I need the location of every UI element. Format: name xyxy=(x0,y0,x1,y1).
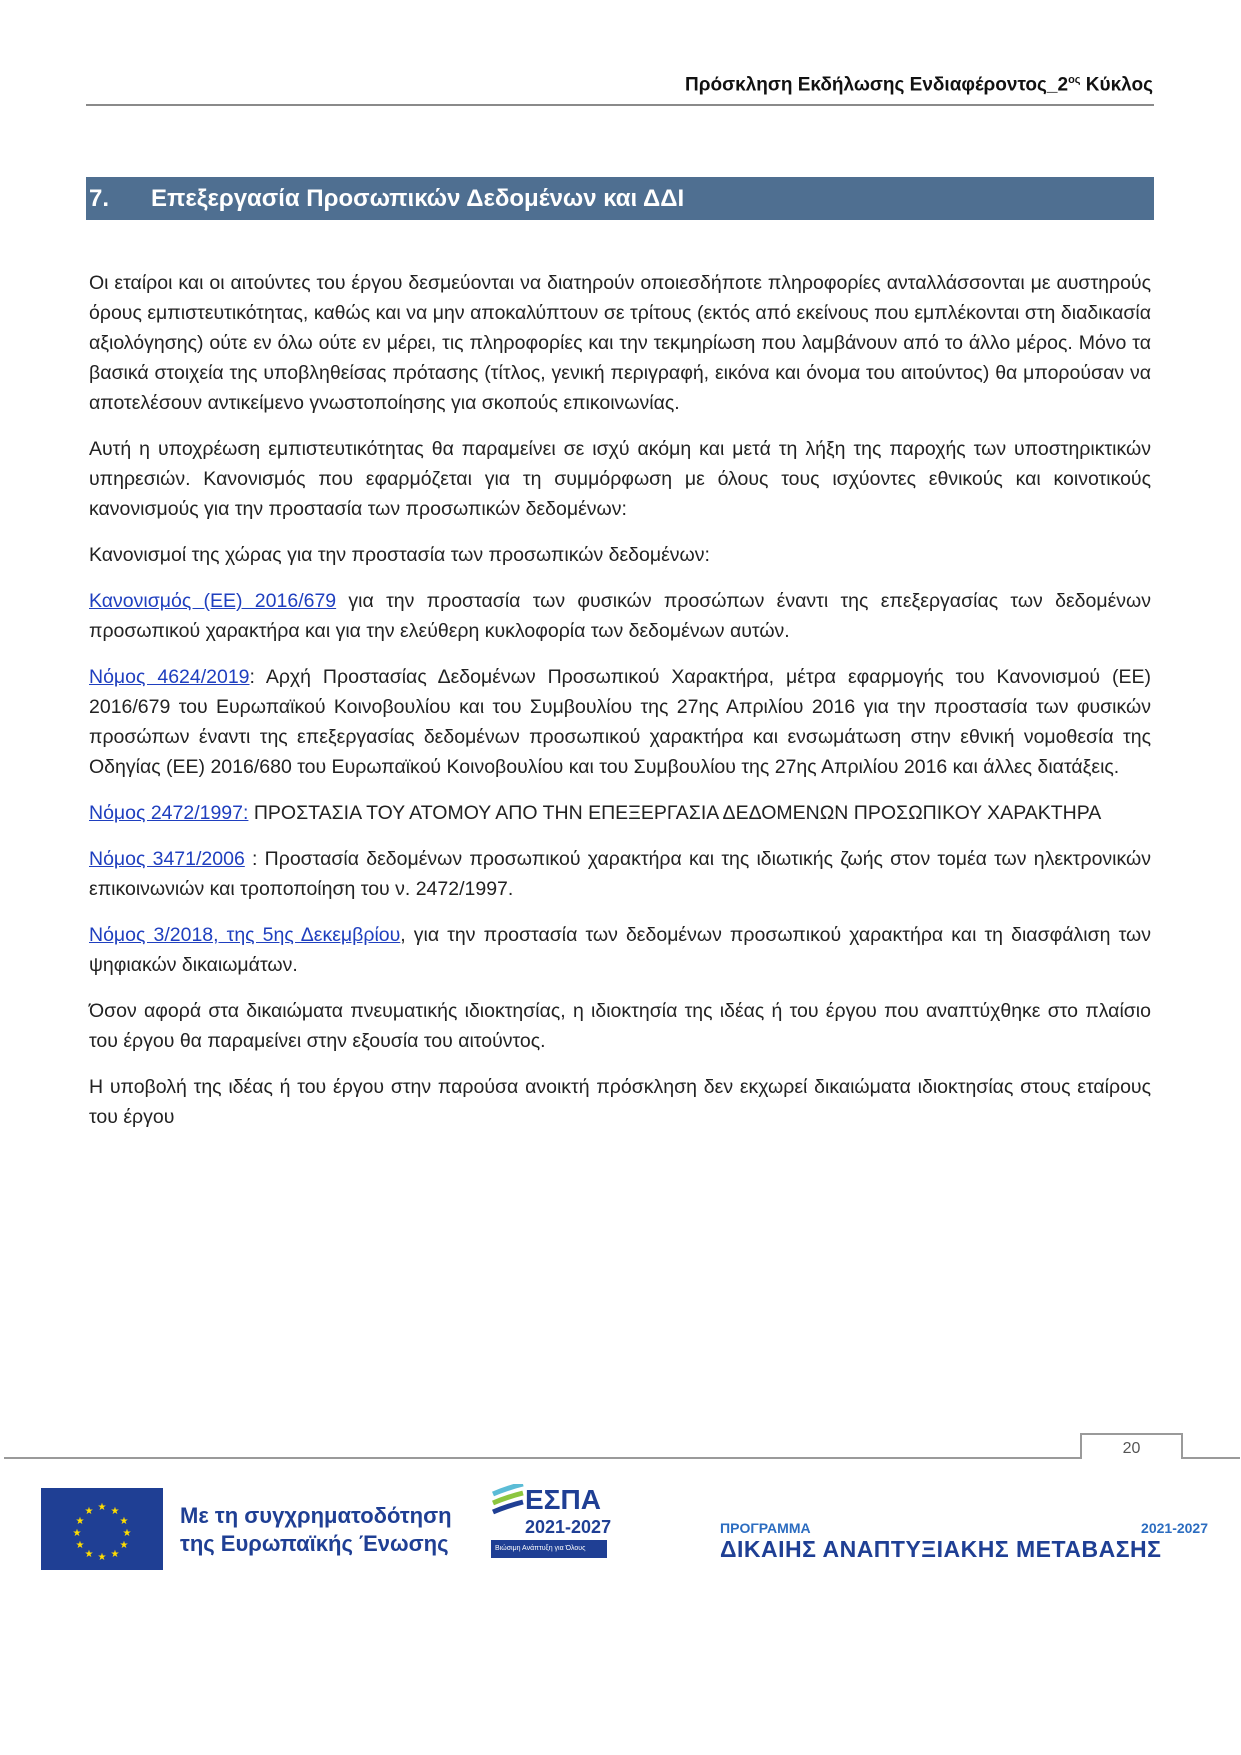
section-title: Επεξεργασία Προσωπικών Δεδομένων και ΔΔΙ xyxy=(151,184,685,212)
link-law-3-2018[interactable]: Νόμος 3/2018, της 5ης Δεκεμβρίου xyxy=(89,924,401,946)
footer-divider xyxy=(4,1457,1240,1459)
paragraph-law-2472 xyxy=(89,798,1151,828)
svg-text:★: ★ xyxy=(84,1506,94,1517)
paragraph-gdpr xyxy=(89,586,1151,646)
program-name: ΔΙΚΑΙΗΣ ΑΝΑΠΤΥΞΙΑΚΗΣ ΜΕΤΑΒΑΣΗΣ xyxy=(720,1536,1162,1562)
eu-text-line-1: Με τη συγχρηματοδότηση xyxy=(180,1503,452,1528)
gdpr-text: για την προστασία των φυσικών προσώπων έναντι της επεξεργασίας των δεδομένων προσωπικού χαρακτήρα και για την ελεύθερη κυκλοφορία των δεδομένων αυτών. xyxy=(89,590,1151,642)
espa-title: ΕΣΠΑ xyxy=(525,1484,601,1515)
eu-cofunding-text xyxy=(180,1502,452,1558)
running-header xyxy=(685,74,1153,96)
page-number: 20 xyxy=(1080,1433,1183,1459)
paragraph-obligation: Αυτή η υποχρέωση εμπιστευτικότητας θα παραμείνει σε ισχύ ακόμη και μετά τη λήξη της παροχής των υποστηρικτικών υπηρεσιών. Κανονισμός που εφαρμόζεται για τη συμμόρφωση με όλους τους ισχύοντες εθνικούς και κοινοτικούς κανονισμούς για την προστασία των προσωπικών δεδομένων: xyxy=(89,438,1151,520)
svg-text:★: ★ xyxy=(110,1549,120,1560)
svg-text:★: ★ xyxy=(110,1506,120,1517)
link-law-3471[interactable]: Νόμος 3471/2006 xyxy=(89,848,245,870)
header-superscript: ος xyxy=(1068,74,1081,86)
svg-text:★: ★ xyxy=(75,1516,85,1527)
eu-text-line-2: της Ευρωπαϊκής Ένωσης xyxy=(180,1531,449,1556)
program-logo xyxy=(720,1520,1208,1563)
eu-flag-logo xyxy=(41,1488,163,1570)
paragraph-law-3-2018 xyxy=(89,920,1151,980)
paragraph-confidentiality: Οι εταίροι και οι αιτούντες του έργου δεσμεύονται να διατηρούν οποιεσδήποτε πληροφορίες ανταλλάσσονται με αυστηρούς όρους εμπιστευτικότητας, καθώς και να μην αποκαλύπτουν σε τρίτους (εκτός από εκείνους που εμπλέκονται στη διαδικασία αξιολόγησης) ούτε εν όλω ούτε εν μέρει, τις πληροφορίες και την τεκμηρίωση που λαμβάνουν από το άλλο μέρος. Μόνο τα βασικά στοιχεία της υποβληθείσας πρότασης (τίτλος, γενική περιγραφή, εικόνα και όνομα του αιτούντος) θα μπορούσαν να αποτελέσουν αντικείμενο γνωστοποίησης για σκοπούς επικοινωνίας. xyxy=(89,272,1151,414)
svg-text:★: ★ xyxy=(119,1540,129,1551)
paragraph-ip-rights: Όσον αφορά στα δικαιώματα πνευματικής ιδιοκτησίας, η ιδιοκτησία της ιδέας ή του έργου που αναπτύχθηκε στο πλαίσιο του έργου θα παραμείνει στην εξουσία του αιτούντος. xyxy=(89,1000,1151,1052)
link-law-2472[interactable]: Νόμος 2472/1997: xyxy=(89,802,249,824)
law-4624-text: : Αρχή Προστασίας Δεδομένων Προσωπικού Χαρακτήρα, μέτρα εφαρμογής του Κανονισμού (ΕΕ) 2016/679 του Ευρωπαϊκού Κοινοβουλίου και του Συμβουλίου της 27ης Απριλίου 2016 για την προστασία των φυσικών προσώπων έναντι της επεξεργασίας δεδομένων προσωπικού χαρακτήρα και ενσωμάτωση στην εθνική νομοθεσία της Οδηγίας (ΕΕ) 2016/680 του Ευρωπαϊκού Κοινοβουλίου και του Συμβουλίου της 27ης Απριλίου 2016 και άλλες διατάξεις. xyxy=(89,666,1151,778)
section-number: 7. xyxy=(89,184,110,212)
espa-title-row xyxy=(491,1484,621,1516)
program-top-row xyxy=(720,1520,1208,1536)
svg-text:★: ★ xyxy=(75,1540,85,1551)
paragraph-law-4624 xyxy=(89,662,1151,782)
law-2472-text: ΠΡΟΣΤΑΣΙΑ ΤΟΥ ΑΤΟΜΟΥ ΑΠΟ ΤΗΝ ΕΠΕΞΕΡΓΑΣΙΑ ΔΕΔΟΜΕΝΩΝ ΠΡΟΣΩΠΙΚΟΥ ΧΑΡΑΚΤΗΡΑ xyxy=(248,802,1102,824)
svg-text:★: ★ xyxy=(84,1549,94,1560)
program-label: ΠΡΟΓΡΑΜΜΑ xyxy=(720,1520,811,1536)
link-law-4624[interactable]: Νόμος 4624/2019 xyxy=(89,666,250,688)
espa-swoosh-icon xyxy=(491,1484,525,1516)
header-title: Πρόσκληση Εκδήλωσης Ενδιαφέροντος_2 xyxy=(685,74,1069,96)
link-gdpr[interactable]: Κανονισμός (ΕΕ) 2016/679 xyxy=(89,590,337,612)
section-body xyxy=(89,268,1151,1148)
espa-slogan: Βιώσιμη Ανάπτυξη για Όλους xyxy=(491,1540,607,1558)
paragraph-submission: Η υποβολή της ιδέας ή του έργου στην παρούσα ανοικτή πρόσκληση δεν εκχωρεί δικαιώματα ιδιοκτησίας στους εταίρους του έργου xyxy=(89,1076,1151,1128)
section-heading xyxy=(86,177,1154,220)
svg-text:★: ★ xyxy=(97,1552,107,1563)
header-title-end: Κύκλος xyxy=(1080,74,1153,96)
svg-text:★: ★ xyxy=(119,1516,129,1527)
law-3-2018-text: , για την προστασία των δεδομένων προσωπικού χαρακτήρα και τη διασφάλιση των ψηφιακών δικαιωμάτων. xyxy=(89,924,1151,976)
paragraph-national-regulations: Κανονισμοί της χώρας για την προστασία των προσωπικών δεδομένων: xyxy=(89,544,710,566)
espa-logo xyxy=(491,1484,621,1558)
espa-years: 2021-2027 xyxy=(525,1517,612,1537)
svg-text:★: ★ xyxy=(72,1528,82,1539)
paragraph-law-3471 xyxy=(89,844,1151,904)
header-divider xyxy=(86,104,1154,106)
svg-text:★: ★ xyxy=(122,1528,132,1539)
law-3471-text: : Προστασία δεδομένων προσωπικού χαρακτήρα και της ιδιωτικής ζωής στον τομέα των ηλεκτρονικών επικοινωνιών και τροποποίηση του ν. 2472/1997. xyxy=(89,848,1151,900)
svg-text:★: ★ xyxy=(97,1502,107,1513)
program-years: 2021-2027 xyxy=(1141,1520,1208,1536)
